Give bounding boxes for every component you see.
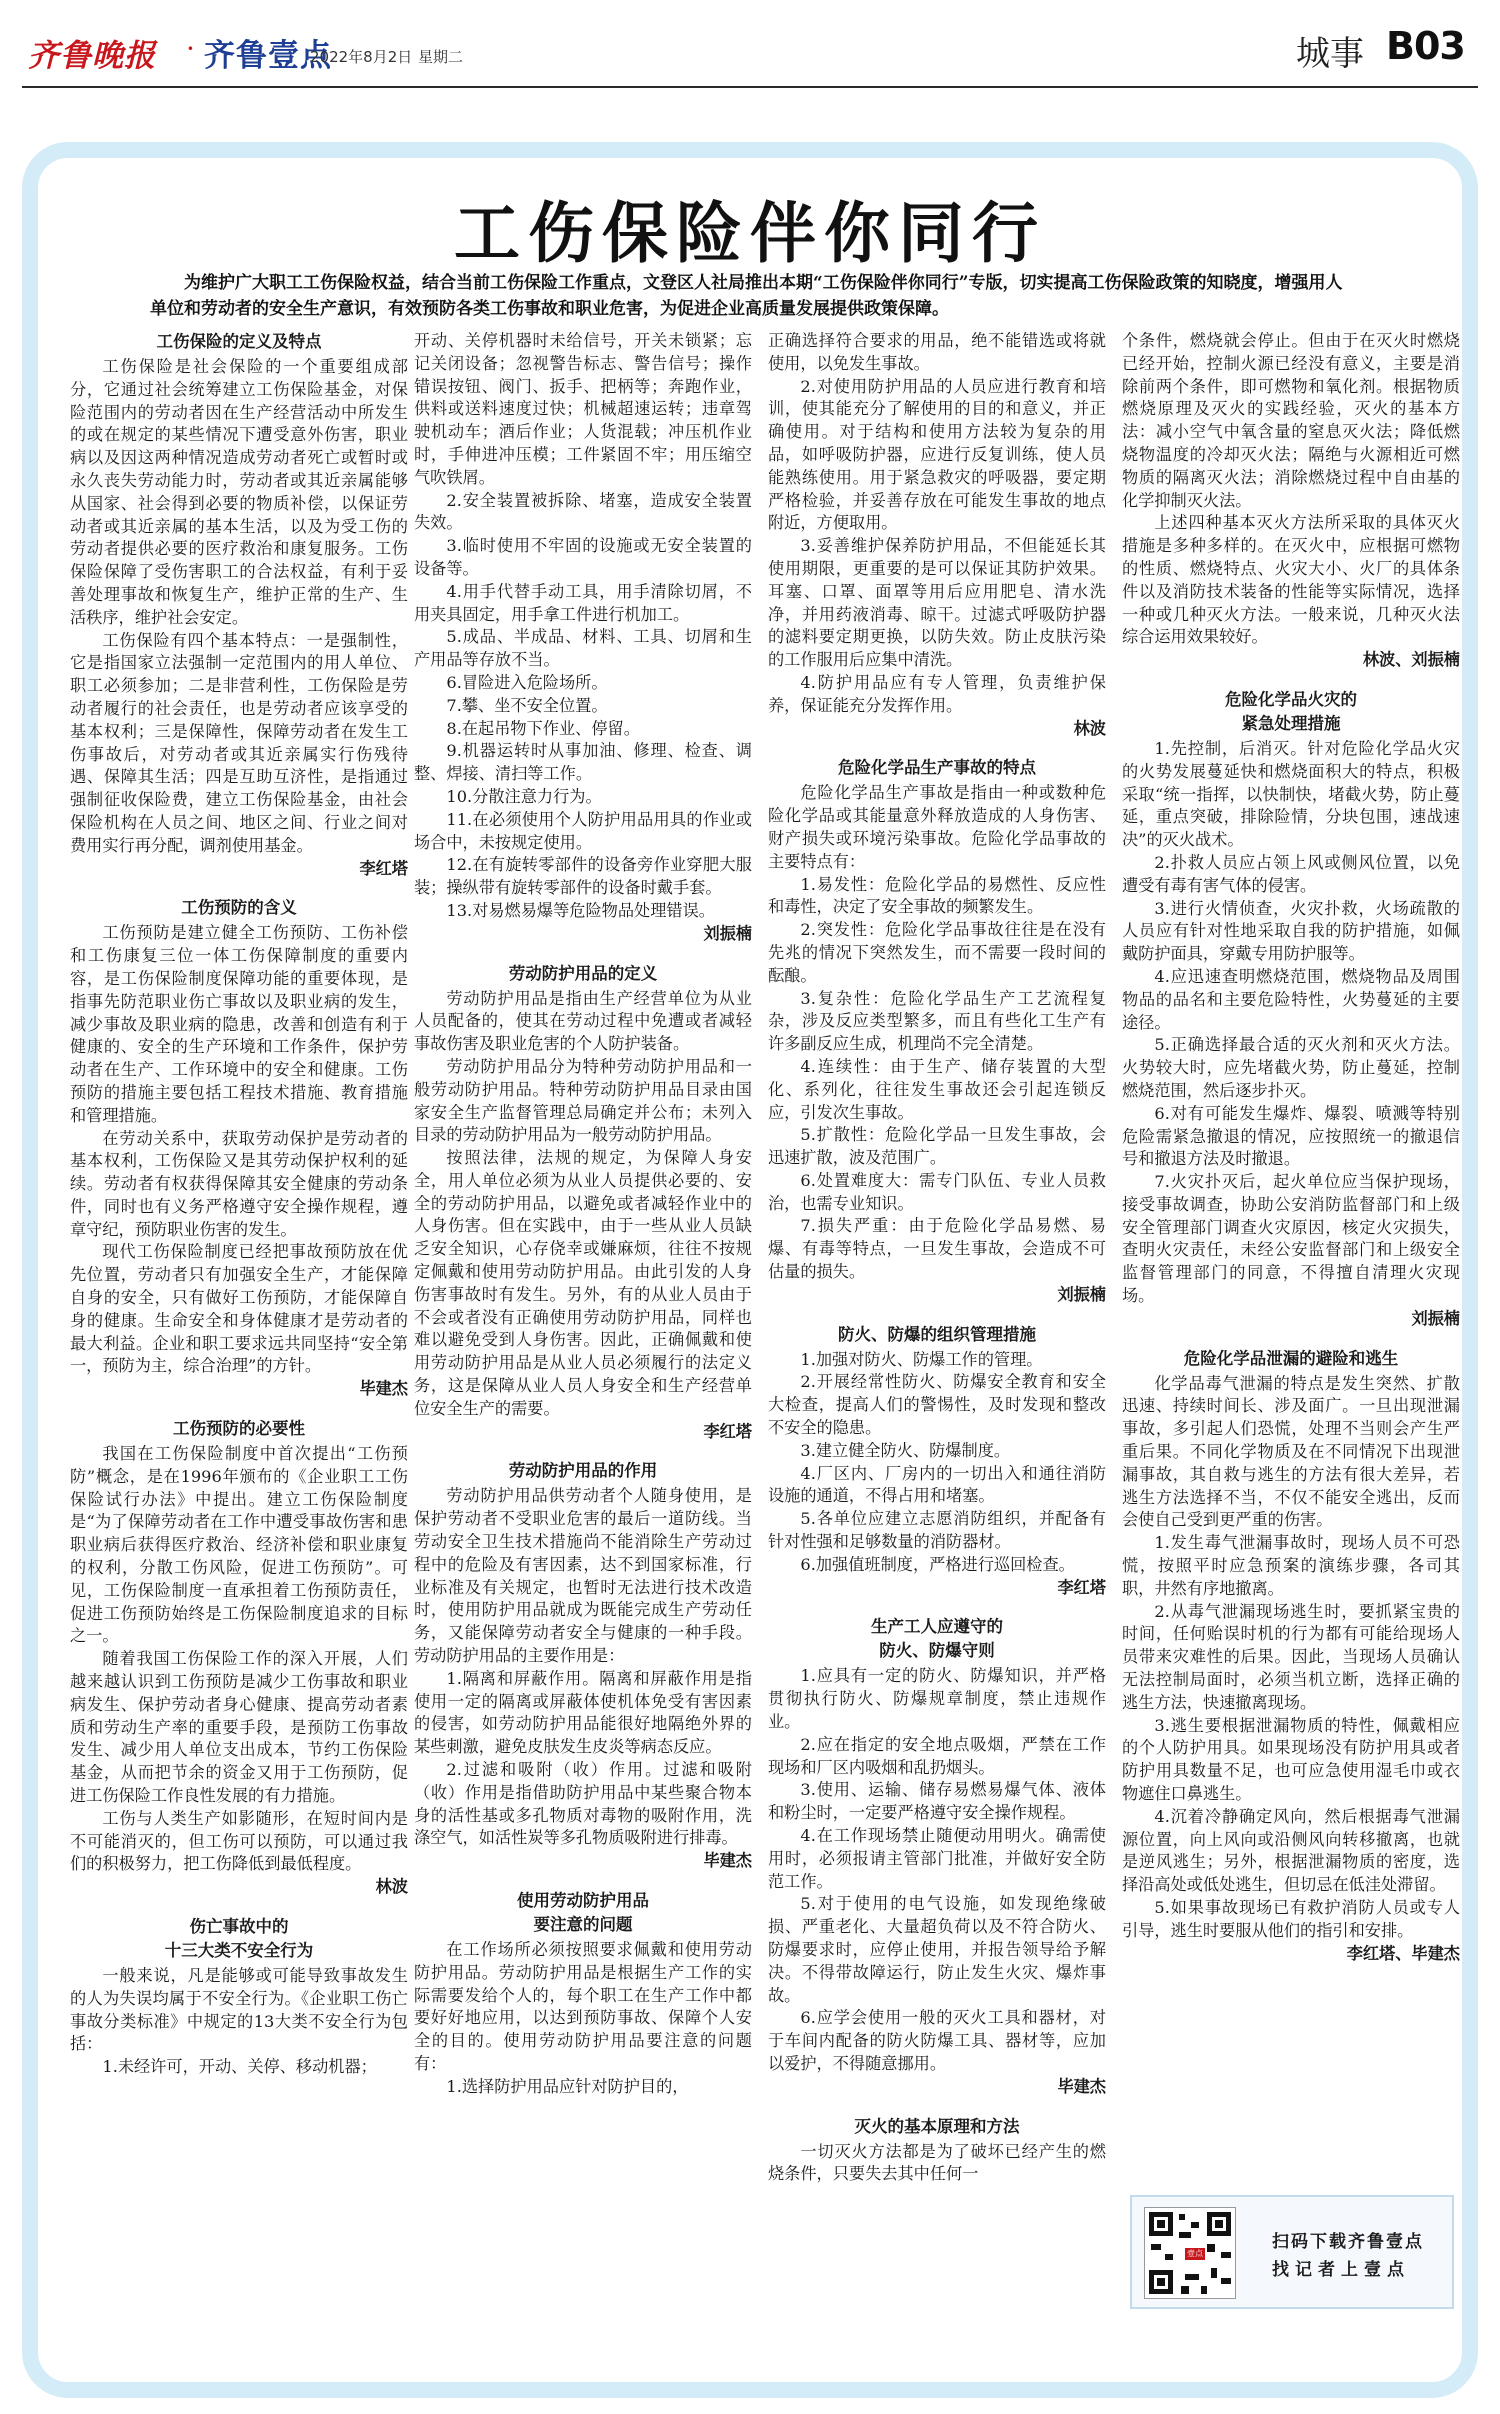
list-item: 6.对有可能发生爆炸、爆裂、喷溅等特别危险需紧急撤退的情况，应按照统一的撤退信号和撤退方法及时撤退。	[1122, 1103, 1460, 1169]
list-item: 1.应具有一定的防火、防爆知识，并严格贯彻执行防火、防爆规章制度，禁止违规作业。	[768, 1666, 1106, 1732]
paragraph: 劳动防护用品分为特种劳动防护用品和一般劳动防护用品。特种劳动防护用品目录由国家安全生产监督管理总局确定并公布；未列入目录的劳动防护用品为一般劳动防护用品。	[414, 1056, 752, 1145]
paragraph: 上述四种基本灭火方法所采取的具体灭火措施是多种多样的。在灭火中，应根据可燃物的性质、燃烧特点、火灾大小、火厂的具体条件以及消防技术装备的性能等实际情况，选择一种或几种灭火方法。一般来说，几种灭火法综合运用效果较好。	[1122, 513, 1460, 647]
list-item: 13.对易燃易爆等危险物品处理错误。	[446, 900, 715, 920]
list-item: 4.防护用品应有专人管理，负责维护保养，保证能充分发挥作用。	[768, 672, 1106, 715]
list-item: 4.应迅速查明燃烧范围，燃烧物品及周围物品的品名和主要危险特性，火势蔓延的主要途径。	[1122, 966, 1460, 1032]
paragraph: 化学品毒气泄漏的特点是发生突然、扩散迅速、持续时间长、涉及面广。一旦出现泄漏事故，多引起人们恐慌，处理不当则会产生严重后果。不同化学物质及在不同情况下出现泄漏事故，其自救与逃生的方法有很大差异，若逃生方法选择不当，不仅不能安全逃出，反而会使自己受到更严重的伤害。	[1122, 1373, 1460, 1530]
list-item: 5.对于使用的电气设施，如发现绝缘破损、严重老化、大量超负荷以及不符合防火、防爆要求时，应停止使用，并报告领导给予解决。不得带故障运行，防止发生火灾、爆炸事故。	[768, 1894, 1106, 2005]
qr-caption: 扫码下载齐鲁壹点	[1272, 2232, 1424, 2252]
list-item: 4.连续性：由于生产、储存装置的大型化、系列化，往往发生事故还会引起连锁反应，引发次生事故。	[768, 1056, 1106, 1122]
list-item: 4.厂区内、厂房内的一切出入和通往消防设施的通道，不得占用和堵塞。	[768, 1463, 1106, 1506]
column-4	[1122, 330, 1460, 1981]
list-item: 3.临时使用不牢固的设施或无安全装置的设备等。	[414, 536, 752, 578]
column-1	[70, 330, 408, 2079]
author-byline: 李红塔	[703, 1421, 752, 1441]
list-item: 5.扩散性：危险化学品一旦发生事故，会迅速扩散，波及范围广。	[768, 1125, 1106, 1168]
list-item: 4.沉着冷静确定风向，然后根据毒气泄漏源位置，向上风向或沿侧风向转移撤离，也就是逆风逃生；另外，根据泄漏物质的密度，选择沿高处或低处逃生，但切忌在低洼处滞留。	[1122, 1806, 1460, 1895]
intro-paragraph: 为维护广大职工工伤保险权益，结合当前工伤保险工作重点，文登区人社局推出本期“工伤保险伴你同行”专版，切实提高工伤保险政策的知晓度，增强用人单位和劳动者的安全生产意识，有效预防各类工伤事故和职业危害，为促进企业高质量发展提供政策保障。	[150, 273, 1343, 319]
qr-code-icon[interactable]	[1144, 2207, 1236, 2299]
list-item: 6.应学会使用一般的灭火工具和器材，对于车间内配备的防火防爆工具、器材等，应加以爱护，不得随意挪用。	[768, 2008, 1106, 2073]
author-byline: 刘振楠	[703, 923, 752, 943]
paragraph: 危险化学品生产事故是指由一种或数种危险化学品或其能量意外释放造成的人身伤害、财产损失或环境污染事故。危险化学品事故的主要特点有：	[768, 783, 1106, 871]
paragraph: 现代工伤保险制度已经把事故预防放在优先位置，劳动者只有加强安全生产，才能保障自身的安全，只有做好工伤预防，才能保障自身的健康。生命安全和身体健康才是劳动者的最大利益。企业和职工要求远共同坚持“安全第一，预防为主，综合治理”的方针。	[70, 1242, 408, 1376]
list-item: 5.如果事故现场已有救护消防人员或专人引导，逃生时要服从他们的指引和安排。	[1122, 1898, 1460, 1940]
paragraph: 工伤预防是建立健全工伤预防、工伤补偿和工伤康复三位一体工伤保障制度的重要内容，是工伤保险制度保障功能的重要体现，是指事先防范职业伤亡事故以及职业病的发生，减少事故及职业病的隐患，改善和创造有利于健康的、安全的生产环境和工作条件，保护劳动者在生产、工作环境中的安全和健康。工伤预防的措施主要包括工程技术措施、教育措施和管理措施。	[70, 923, 408, 1125]
author-byline: 李红塔、毕建杰	[1346, 1943, 1460, 1963]
logo-separator-icon: ·	[186, 32, 195, 65]
author-byline: 林波、刘振楠	[1362, 650, 1460, 670]
list-item: 1.易发性：危险化学品的易燃性、反应性和毒性，决定了安全事故的频繁发生。	[768, 874, 1106, 917]
list-item: 2.安全装置被拆除、堵塞，造成安全装置失效。	[414, 490, 752, 533]
section-heading: 劳动防护用品的定义	[508, 963, 658, 983]
author-byline: 刘振楠	[1057, 1284, 1106, 1304]
list-item: 5.正确选择最合适的灭火剂和灭火方法。火势较大时，应先堵截火势，防止蔓延，控制燃烧范围，然后逐步扑灭。	[1122, 1035, 1460, 1100]
list-item: 7.火灾扑灭后，起火单位应当保护现场，接受事故调查，协助公安消防监督部门和上级安全管理部门调查火灾原因，核定火灾损失，查明火灾责任，未经公安监督部门和上级安全监督管理部门的同意，不得擅自清理火灾现场。	[1122, 1172, 1460, 1306]
list-item: 12.在有旋转零部件的设备旁作业穿肥大服装；操纵带有旋转零部件的设备时戴手套。	[414, 855, 752, 898]
paragraph: 在劳动关系中，获取劳动保护是劳动者的基本权利，工伤保险又是其劳动保护权利的延续。劳动者有权获得保障其安全健康的劳动条件，同时也有义务严格遵守安全操作规程，遵章守纪，预防职业伤害的发生。	[70, 1128, 408, 1239]
author-byline: 林波	[375, 1877, 408, 1897]
list-item: 2.扑救人员应占领上风或侧风位置，以免遭受有毒有害气体的侵害。	[1122, 852, 1460, 895]
list-item: 4.在工作现场禁止随便动用明火。确需使用时，必须报请主管部门批准，并做好安全防范工作。	[768, 1826, 1106, 1891]
paragraph: 我国在工伤保险制度中首次提出“工伤预防”概念，是在1996年颁布的《企业职工工伤保险试行办法》中提出。建立工伤保险制度是“为了保障劳动者在工作中遭受事故伤害和患职业病后获得医疗救治、经济补偿和职业康复的权利，分散工伤风险，促进工伤预防”。可见，工伤保险制度一直承担着工伤预防责任，促进工伤预防始终是工伤保险制度追求的目标之一。	[70, 1444, 408, 1646]
section-heading: 防火、防爆的组织管理措施	[838, 1324, 1036, 1344]
list-item: 6.加强值班制度，严格进行巡回检查。	[800, 1554, 1075, 1574]
list-item: 6.冒险进入危险场所。	[446, 672, 608, 692]
heading-line: 要注意的问题	[533, 1915, 633, 1934]
paragraph: 工伤保险有四个基本特点：一是强制性，它是指国家立法强制一定范围内的用人单位、职工必须参加；二是非营利性，工伤保险是劳动者履行的社会责任，也是劳动者应该享受的基本权利；三是保障性，保障劳动者在发生工伤事故后，对劳动者或其近亲属实行伤残待遇、保障其生活；四是互助互济性，是指通过强制征收保险费，建立工伤保险基金，由社会保险机构在人员之间、地区之间、行业之间对费用实行再分配，调剂使用基金。	[70, 630, 408, 855]
section-heading	[70, 1915, 408, 1963]
paragraph: 一切灭火方法都是为了破坏已经产生的燃烧条件，只要失去其中任何一	[768, 2141, 1106, 2184]
list-item: 2.开展经常性防火、防爆安全教育和安全大检查，提高人们的警惕性，及时发现和整改不安全的隐患。	[768, 1372, 1106, 1438]
list-item: 1.未经许可，开动、关停、移动机器；	[102, 2057, 377, 2077]
list-item: 8.在起吊物下作业、停留。	[446, 718, 640, 738]
section-heading	[768, 1615, 1106, 1663]
column-2	[414, 330, 752, 2099]
app-logo: 齐鲁壹点	[204, 38, 332, 74]
list-item: 6.处置难度大：需专门队伍、专业人员救治，也需专业知识。	[768, 1170, 1106, 1213]
author-byline: 毕建杰	[703, 1851, 752, 1871]
author-byline: 李红塔	[1057, 1577, 1106, 1597]
heading-line: 使用劳动防护用品	[517, 1891, 649, 1910]
paragraph: 开动、关停机器时未给信号，开关未锁紧；忘记关闭设备；忽视警告标志、警告信号；操作错误按钮、阀门、扳手、把柄等；奔跑作业，供料或送料速度过快；机械超速运转；违章驾驶机动车；酒后作业；人货混载；冲压机作业时，手伸进冲压模；工件紧固不牢；用压缩空气吹铁屑。	[414, 331, 752, 487]
heading-line: 伤亡事故中的	[189, 1917, 289, 1936]
section-heading: 工伤预防的必要性	[173, 1419, 305, 1439]
section-heading: 工伤保险的定义及特点	[156, 332, 322, 351]
paragraph: 劳动防护用品是指由生产经营单位为从业人员配备的，使其在劳动过程中免遭或者减轻事故伤害及职业危害的个人防护装备。	[414, 988, 752, 1054]
author-byline: 毕建杰	[359, 1379, 408, 1399]
app-logo-badge: 壹点	[1187, 2249, 1203, 2258]
list-item: 2.从毒气泄漏现场逃生时，要抓紧宝贵的时间，任何贻误时机的行为都有可能给现场人员带来灾难性的后果。因此，当现场人员确认无法控制局面时，必须当机立断，选择正确的逃生方法，快速撤离现场。	[1122, 1601, 1460, 1712]
list-item: 2.突发性：危险化学品事故往往是在没有先兆的情况下突然发生，而不需要一段时间的酝酿。	[768, 920, 1106, 985]
list-item: 2.过滤和吸附（收）作用。过滤和吸附（收）作用是指借助防护用品中某些聚合物本身的活性基或多孔物质对毒物的吸附作用，洗涤空气，如活性炭等多孔物质吸附进行排毒。	[414, 1760, 752, 1848]
author-byline: 刘振楠	[1411, 1308, 1460, 1328]
section-heading: 危险化学品泄漏的避险和逃生	[1183, 1348, 1399, 1368]
heading-line: 十三大类不安全行为	[164, 1941, 314, 1960]
list-item: 3.复杂性：危险化学品生产工艺流程复杂，涉及反应类型繁多，而且有些化工生产有许多副反应生成，机理尚不完全清楚。	[768, 988, 1106, 1054]
qr-caption: 找记者上壹点	[1272, 2260, 1410, 2280]
heading-line: 防火、防爆守则	[879, 1641, 995, 1661]
list-item: 1.隔离和屏蔽作用。隔离和屏蔽作用是指使用一定的隔离或屏蔽体使机体免受有害因素的侵害，如劳动防护用品能很好地隔绝外界的某些刺激，避免皮肤发生皮炎等病态反应。	[414, 1668, 752, 1757]
newspaper-logo: 齐鲁晚报	[28, 38, 156, 74]
section-heading	[1122, 688, 1460, 736]
list-item: 11.在必须使用个人防护用品用具的作业或场合中，未按规定使用。	[414, 809, 752, 852]
list-item: 5.各单位应建立志愿消防组织，并配备有针对性强和足够数量的消防器材。	[768, 1509, 1106, 1552]
paragraph: 工伤保险是社会保险的一个重要组成部分，它通过社会统筹建立工伤保险基金，对保险范围内的劳动者因在生产经营活动中所发生的或在规定的某些情况下遭受意外伤害，职业病以及因这两种情况造成劳动者死亡或暂时或永久丧失劳动能力时，劳动者或其近亲属能够从国家、社会得到必要的物质补偿，以保证劳动者或其近亲属的基本生活，以及为受工伤的劳动者提供必要的医疗救治和康复服务。工伤保险保障了受伤害职工的合法权益，有利于妥善处理事故和恢复生产，维护正常的生产、生活秩序，维护社会安定。	[70, 357, 408, 627]
list-item: 2.对使用防护用品的人员应进行教育和培训，使其能充分了解使用的目的和意义，并正确使用。对于结构和使用方法较为复杂的用品，如呼吸防护器，应进行反复训练，使人员能熟练使用。用于紧急救灾的呼吸器，要定期严格检验，并妥善存放在可能发生事故的地点附近，方便取用。	[768, 376, 1106, 533]
list-item: 5.成品、半成品、材料、工具、切屑和生产用品等存放不当。	[414, 627, 752, 670]
section-heading: 危险化学品生产事故的特点	[838, 758, 1036, 778]
page-title: 工伤保险伴你同行	[454, 194, 1046, 272]
page-header	[0, 0, 1500, 100]
heading-line: 生产工人应遵守的	[871, 1617, 1003, 1637]
list-item: 7.损失严重：由于危险化学品易燃、易爆、有毒等特点，一旦发生事故，会造成不可估量的损失。	[768, 1216, 1106, 1282]
section-heading: 工伤预防的含义	[181, 898, 297, 918]
issue-date: 2022年8月2日	[310, 48, 413, 66]
column-3	[768, 330, 1106, 2186]
author-byline: 李红塔	[359, 858, 408, 878]
section-heading	[414, 1889, 752, 1937]
paragraph: 一般来说，凡是能够或可能导致事故发生的人为失误均属于不安全行为。《企业职工伤亡事故分类标准》中规定的13大类不安全行为包括：	[70, 1966, 408, 2054]
heading-line: 紧急处理措施	[1241, 713, 1341, 733]
list-item: 2.应在指定的安全地点吸烟，严禁在工作现场和厂区内吸烟和乱扔烟头。	[768, 1734, 1106, 1777]
paragraph: 劳动防护用品供劳动者个人随身使用，是保护劳动者不受职业危害的最后一道防线。当劳动安全卫生技术措施尚不能消除生产劳动过程中的危险及有害因素，达不到国家标准，行业标准及有关规定，也暂时无法进行技术改造时，使用防护用品就成为既能完成生产劳动任务，又能保障劳动者安全与健康的一种手段。劳动防护用品的主要作用是：	[414, 1486, 752, 1666]
list-item: 9.机器运转时从事加油、修理、检查、调整、焊接、清扫等工作。	[414, 741, 752, 784]
section-heading: 劳动防护用品的作用	[508, 1461, 658, 1481]
list-item: 3.进行火情侦查，火灾扑救，火场疏散的人员应有针对性地采取自我的防护措施，如佩戴防护面具，穿戴专用防护服等。	[1122, 898, 1460, 964]
paragraph: 按照法律，法规的规定，为保障人身安全，用人单位必须为从业人员提供必要的、安全的劳动防护用品，以避免或者减轻作业中的人身伤害。但在实践中，由于一些从业人员缺乏安全知识，心存侥幸或嫌麻烦，往往不按规定佩戴和使用劳动防护用品。由此引发的人身伤害事故时有发生。另外，有的从业人员由于不会或者没有正确使用劳动防护用品，同样也难以避免受到人身伤害。因此，正确佩戴和使用劳动防护用品是从业人员必须履行的法定义务，这是保障从业人员人身安全和生产经营单位安全生产的需要。	[414, 1148, 752, 1418]
section-heading: 灭火的基本原理和方法	[854, 2116, 1020, 2136]
header-rule	[22, 86, 1478, 88]
heading-line: 危险化学品火灾的	[1225, 689, 1357, 709]
list-item: 3.妥善维护保养防护用品，不但能延长其使用期限，更重要的是可以保证其防护效果。耳塞、口罩、面罩等用后应用肥皂、清水洗净，并用药液消毒、晾干。过滤式呼吸防护器的滤料要定期更换，以防失效。防止皮肤污染的工作服用后应集中清洗。	[768, 536, 1106, 670]
list-item: 3.建立健全防火、防爆制度。	[800, 1440, 1011, 1460]
paragraph: 在工作场所必须按照要求佩戴和使用劳动防护用品。劳动防护用品是根据生产工作的实际需要发给个人的，每个职工在生产工作中都要好好地应用，以达到预防事故、保障个人安全的目的。使用劳动防护用品要注意的问题有：	[414, 1940, 752, 2073]
paragraph: 正确选择符合要求的用品，绝不能错选或将就使用，以免发生事故。	[768, 331, 1106, 373]
list-item: 1.发生毒气泄漏事故时，现场人员不可恐慌，按照平时应急预案的演练步骤，各司其职，井然有序地撤离。	[1122, 1533, 1460, 1598]
issue-weekday: 星期二	[418, 48, 464, 66]
paragraph: 工伤与人类生产如影随形，在短时间内是不可能消灭的，但工伤可以预防，可以通过我们的积极努力，把工伤降低到最低程度。	[70, 1808, 408, 1874]
list-item: 10.分散注意力行为。	[446, 786, 602, 806]
author-byline: 林波	[1073, 718, 1106, 738]
list-item: 1.加强对防火、防爆工作的管理。	[800, 1349, 1043, 1369]
page-number: B03	[1386, 24, 1465, 68]
qr-promo-box	[1130, 2195, 1454, 2309]
list-item: 1.选择防护用品应针对防护目的，	[446, 2076, 689, 2096]
list-item: 1.先控制，后消灭。针对危险化学品火灾的火势发展蔓延快和燃烧面积大的特点，积极采取“统一指挥，以快制快，堵截火势，防止蔓延，重点突破，排除险情，分块包围，速战速决”的灭火战术。	[1122, 738, 1460, 850]
paragraph: 随着我国工伤保险工作的深入开展，人们越来越认识到工伤预防是减少工伤事故和职业病发生、保护劳动者身心健康、提高劳动者素质和劳动生产率的重要手段，是预防工伤事故发生、减少用人单位支出成本，节约工伤保险基金，从而把节余的资金又用于工伤预防，促进工伤保险工作良性发展的有力措施。	[70, 1649, 408, 1806]
author-byline: 毕建杰	[1057, 2076, 1106, 2096]
list-item: 4.用手代替手动工具，用手清除切屑，不用夹具固定，用手拿工件进行机加工。	[414, 581, 752, 624]
list-item: 3.使用、运输、储存易燃易爆气体、液体和粉尘时，一定要严格遵守安全操作规程。	[768, 1780, 1106, 1823]
section-name: 城事	[1296, 34, 1364, 74]
paragraph: 个条件，燃烧就会停止。但由于在灭火时燃烧已经开始，控制火源已经没有意义，主要是消除前两个条件，即可燃物和氧化剂。根据物质燃烧原理及灭火的实践经验，灭火的基本方法：减小空气中氧含量的窒息灭火法；降低燃烧物温度的冷却灭火法；隔绝与火源相近可燃物质的隔离灭火法；消除燃烧过程中自由基的化学抑制灭火法。	[1122, 331, 1460, 510]
list-item: 3.逃生要根据泄漏物质的特性，佩戴相应的个人防护用具。如果现场没有防护用具或者防护用具数量不足，也可应急使用湿毛巾或衣物遮住口鼻逃生。	[1122, 1715, 1460, 1804]
list-item: 7.攀、坐不安全位置。	[446, 695, 608, 715]
